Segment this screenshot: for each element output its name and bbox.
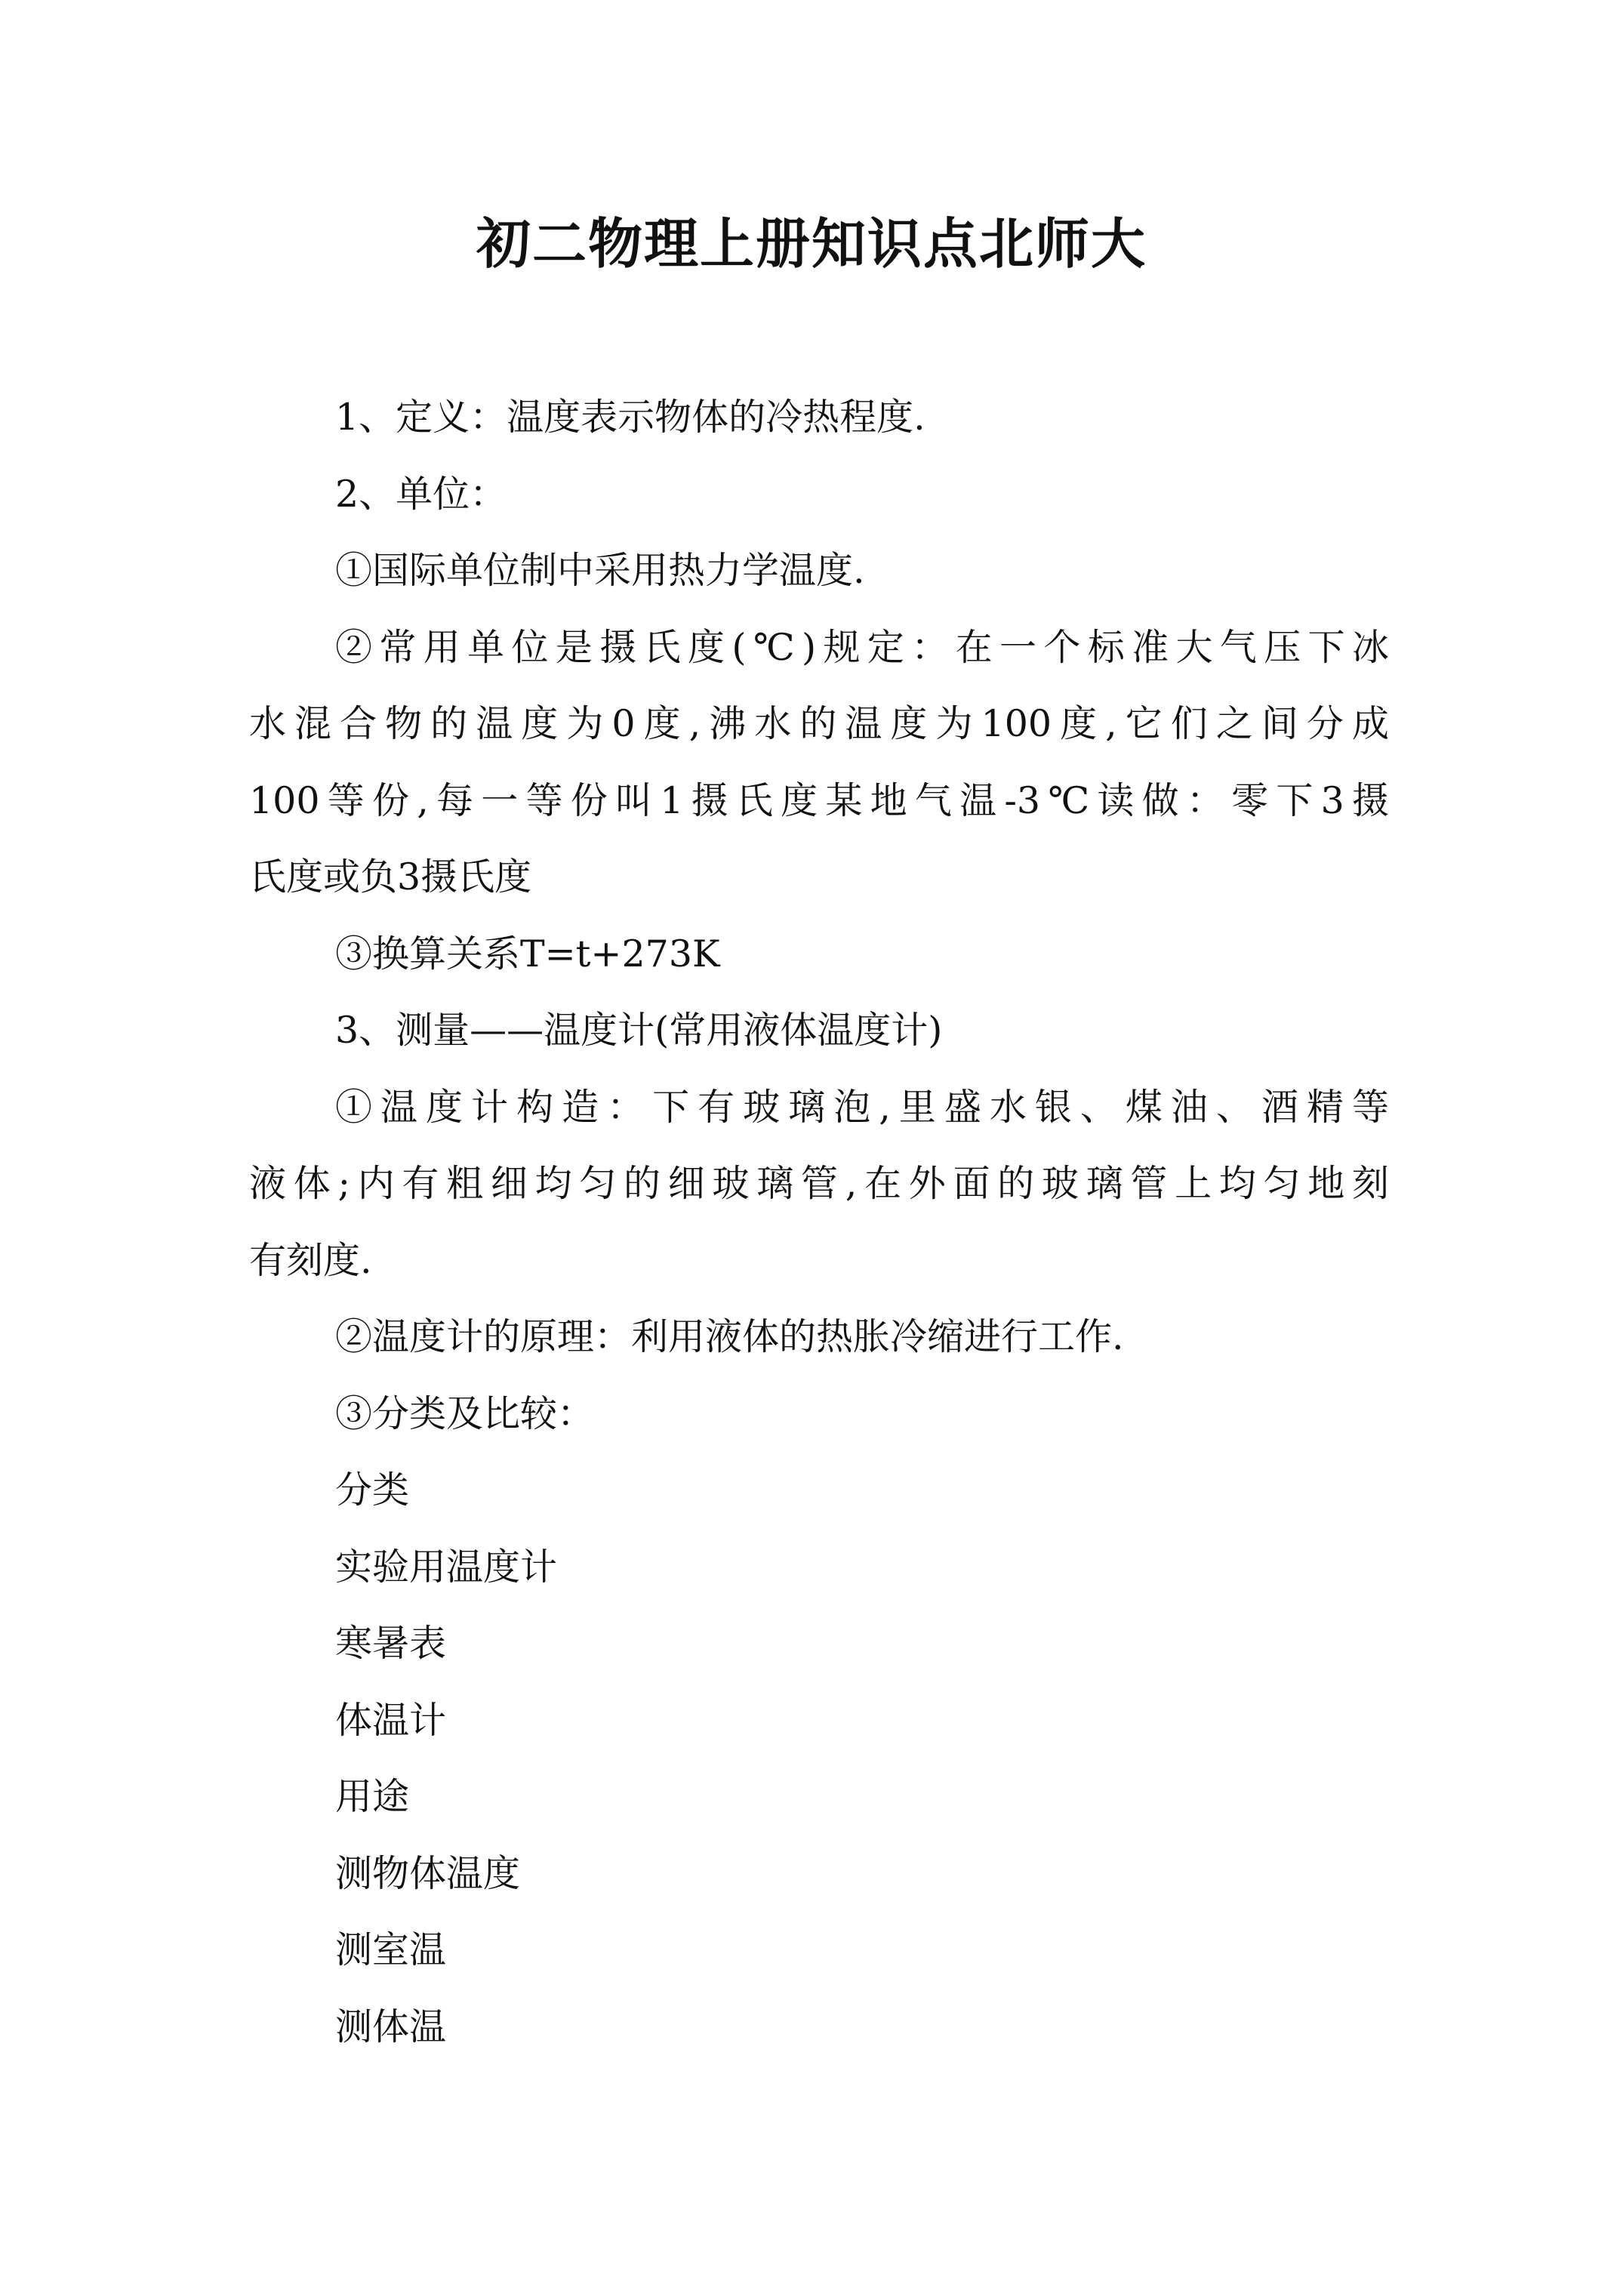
- paragraph-conversion: ③换算关系T=t+273K: [335, 932, 720, 975]
- paragraph-line: ①温度计构造：下有玻璃泡,里盛水银、煤油、酒精等: [335, 1085, 1389, 1129]
- paragraph-classification-heading: ③分类及比较：: [335, 1391, 595, 1435]
- paragraph-line: 水混合物的温度为0度,沸水的温度为100度,它们之间分成: [249, 702, 1389, 745]
- list-item: 体温计: [335, 1698, 447, 1742]
- paragraph-line: 100等份,每一等份叫1摄氏度某地气温-3℃读做：零下3摄: [249, 778, 1389, 822]
- list-item: 用途: [335, 1775, 410, 1818]
- paragraph-measurement-heading: 3、测量——温度计(常用液体温度计): [335, 1009, 943, 1052]
- paragraph-unit-heading: 2、单位：: [335, 472, 507, 516]
- paragraph-line: 液体;内有粗细均匀的细玻璃管,在外面的玻璃管上均匀地刻: [249, 1162, 1389, 1205]
- paragraph-si-unit: ①国际单位制中采用热力学温度.: [335, 549, 865, 592]
- document-title: 初二物理上册知识点北师大: [476, 211, 1147, 276]
- paragraph-line: ②常用单位是摄氏度(℃)规定：在一个标准大气压下冰: [335, 625, 1389, 669]
- list-item: 测室温: [335, 1928, 447, 1971]
- paragraph-line: 氏度或负3摄氏度: [249, 855, 532, 898]
- paragraph-celsius-definition: [249, 609, 1389, 916]
- paragraph-definition: 1、定义：温度表示物体的冷热程度.: [335, 396, 925, 439]
- paragraph-line: 有刻度.: [249, 1238, 372, 1282]
- list-item: 分类: [335, 1469, 410, 1512]
- document-body: [249, 379, 1389, 2065]
- list-item: 实验用温度计: [335, 1545, 558, 1589]
- list-item: 寒暑表: [335, 1622, 447, 1665]
- list-item: 测体温: [335, 2005, 447, 2048]
- list-item: 测物体温度: [335, 1851, 521, 1895]
- paragraph-thermometer-principle: ②温度计的原理：利用液体的热胀冷缩进行工作.: [335, 1315, 1124, 1358]
- paragraph-thermometer-structure: [249, 1069, 1389, 1299]
